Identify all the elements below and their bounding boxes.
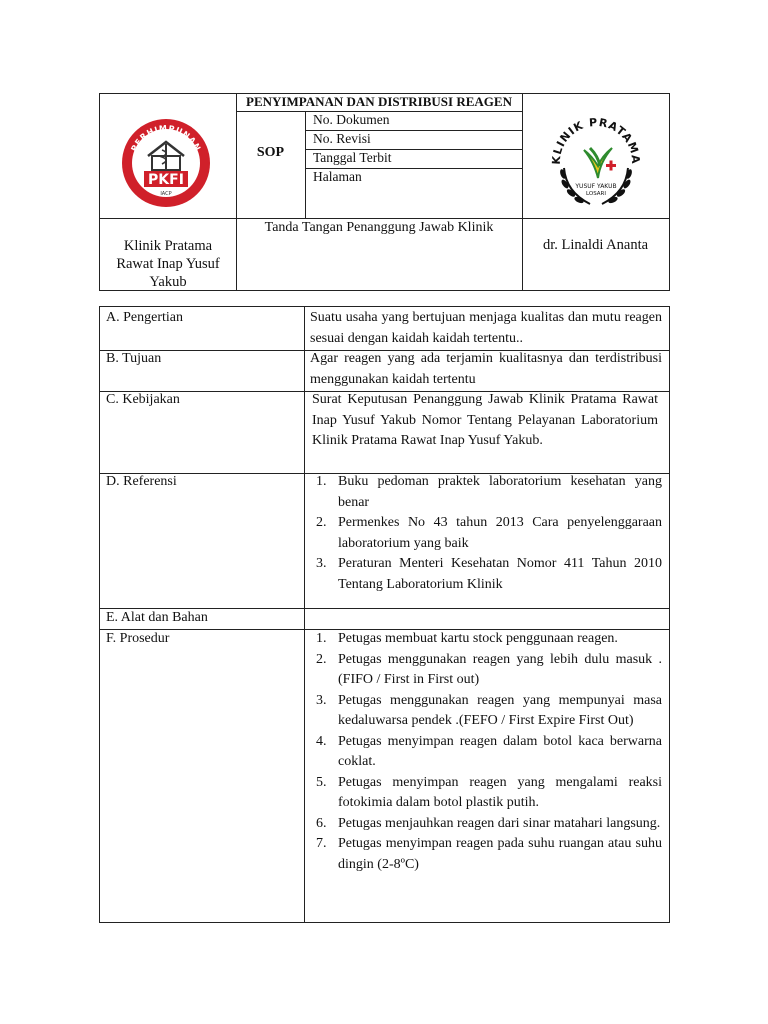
procedure-table [99, 306, 670, 923]
row-label-referensi: D. Referensi [106, 474, 177, 489]
header-table [99, 93, 670, 291]
sop-label: SOP [256, 145, 285, 160]
divider [236, 94, 237, 290]
row-label-pengertian: A. Pengertian [106, 310, 183, 325]
document-title: PENYIMPANAN DAN DISTRIBUSI REAGEN [246, 94, 512, 109]
tujuan-text: Agar reagen yang ada terjamin kualitasnya dan terdistribusi menggunakan kaidah tertentu [310, 351, 662, 387]
row-label-kebijakan: C. Kebijakan [106, 392, 180, 407]
row-label-alat: E. Alat dan Bahan [106, 610, 208, 625]
doctor-name: dr. Linaldi Ananta [542, 237, 649, 253]
klinik-line2: LOSARI [586, 191, 606, 197]
divider [100, 218, 669, 219]
row-label-prosedur: F. Prosedur [106, 631, 170, 646]
row-label-tujuan: B. Tujuan [106, 351, 162, 366]
pkfi-ring-text: PERHIMPUNAN [129, 123, 203, 153]
pkfi-logo [116, 116, 216, 210]
pkfi-brand: PKFI [148, 172, 184, 188]
list-item: 3. Petugas menggunakan reagen yang mempunyai masa kedaluwarsa pendek .(FEFO / First Expire First Out) [316, 692, 662, 728]
list-item: 6. Petugas menjauhkan reagen dari sinar matahari langsung. [316, 815, 661, 831]
doc-field-date: Tanggal Terbit [313, 150, 392, 165]
list-item: 1. Buku pedoman praktek laboratorium kesehatan yang benar [316, 474, 662, 510]
list-item: 4. Petugas menyimpan reagen dalam botol kaca berwarna coklat. [316, 733, 662, 769]
doc-field-revision: No. Revisi [313, 131, 371, 146]
divider [522, 94, 523, 290]
divider [305, 112, 306, 218]
pkfi-sub: IACP [160, 191, 172, 197]
list-item: 2. Permenkes No 43 tahun 2013 Cara penyelenggaraan laboratorium yang baik [316, 515, 662, 551]
pengertian-text: Suatu usaha yang bertujuan menjaga kualitas dan mutu reagen sesuai dengan kaidah kaidah tertentu.. [310, 310, 662, 346]
kebijakan-text: Surat Keputusan Penanggung Jawab Klinik Pratama Rawat Inap Yusuf Yakub Nomor Tentang Pelayanan Laboratorium Klinik Pratama Rawat Inap Yusuf Yakub. [312, 392, 658, 448]
list-item: 7. Petugas menyimpan reagen pada suhu ruangan atau suhu dingin (2-8ºC) [316, 836, 662, 872]
doc-field-number: No. Dokumen [313, 112, 390, 127]
clinic-name: Klinik Pratama Rawat Inap Yusuf Yakub [116, 238, 220, 290]
referensi-list [310, 472, 662, 595]
list-item: 2. Petugas menggunakan reagen yang lebih dulu masuk . (FIFO / First in First out) [316, 651, 662, 687]
klinik-arc-text: KLINIK PRATAMA [549, 115, 643, 165]
divider [304, 307, 305, 922]
list-item: 3. Peraturan Menteri Kesehatan Nomor 411 Tahun 2010 Tentang Laboratorium Klinik [316, 556, 662, 592]
klinik-logo [546, 104, 646, 216]
prosedur-list [310, 629, 662, 875]
doc-field-page: Halaman [313, 169, 362, 184]
signature-label: Tanda Tangan Penanggung Jawab Klinik [264, 220, 494, 235]
list-item: 5. Petugas menyimpan reagen yang mengalami reaksi fotokimia dalam botol plastik putih. [316, 774, 662, 810]
klinik-line1: YUSUF YAKUB [575, 183, 617, 190]
list-item: 1. Petugas membuat kartu stock penggunaan reagen. [316, 631, 618, 646]
